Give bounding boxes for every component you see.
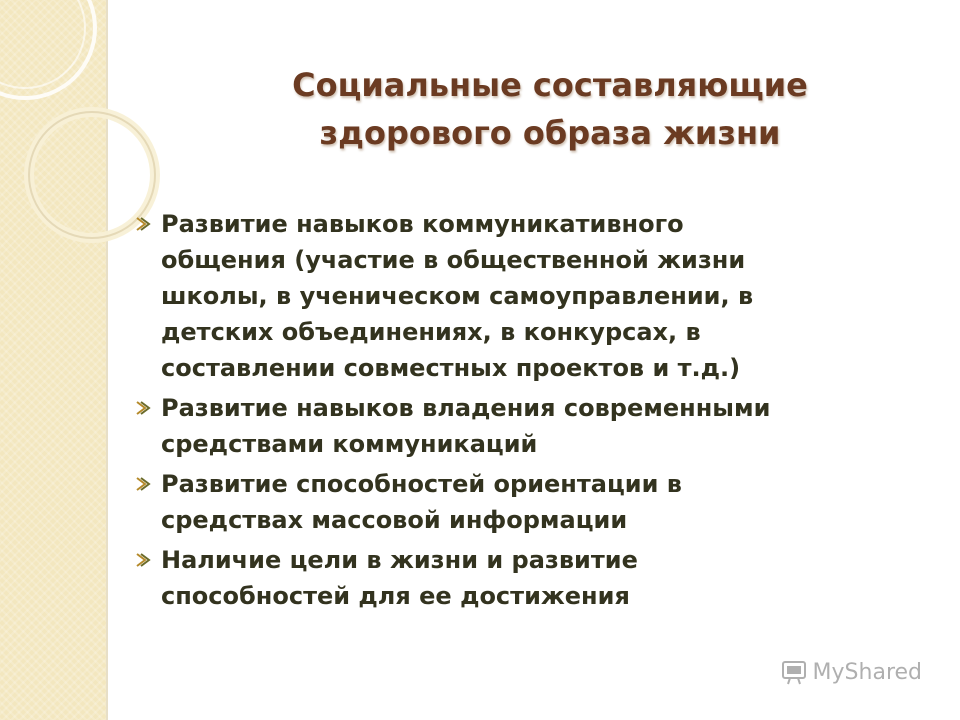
bullet-line: общения (участие в общественной жизни xyxy=(161,246,746,274)
bullet-line: детских объединениях, в конкурсах, в xyxy=(161,318,701,346)
slide-title-line-1: Социальные составляющие xyxy=(292,66,808,105)
arrow-bullet-icon xyxy=(135,476,151,492)
slide-title-line-2: здорового образа жизни xyxy=(319,114,781,153)
bullet-list xyxy=(135,206,935,618)
bullet-line: средствах массовой информации xyxy=(161,506,628,534)
bullet-line: средствами коммуникаций xyxy=(161,430,538,458)
bullet-item xyxy=(135,466,935,538)
bullet-line: составлении совместных проектов и т.д.) xyxy=(161,354,741,382)
bullet-line: Наличие цели в жизни и развитие xyxy=(161,546,638,574)
bullet-line: Развитие способностей ориентации в xyxy=(161,470,682,498)
slide-title xyxy=(150,61,950,157)
arrow-bullet-icon xyxy=(135,400,151,416)
bullet-item xyxy=(135,206,935,386)
bullet-line: Развитие навыков владения современными xyxy=(161,394,771,422)
arrow-bullet-icon xyxy=(135,216,151,232)
bullet-line: Развитие навыков коммуникативного xyxy=(161,210,684,238)
arrow-bullet-icon xyxy=(135,552,151,568)
myshared-logo-icon xyxy=(779,657,809,687)
myshared-watermark xyxy=(779,657,922,687)
bullet-item xyxy=(135,390,935,462)
bullet-item xyxy=(135,542,935,614)
bullet-line: способностей для ее достижения xyxy=(161,582,630,610)
watermark-text: MyShared xyxy=(812,659,922,685)
bullet-line: школы, в ученическом самоуправлении, в xyxy=(161,282,754,310)
